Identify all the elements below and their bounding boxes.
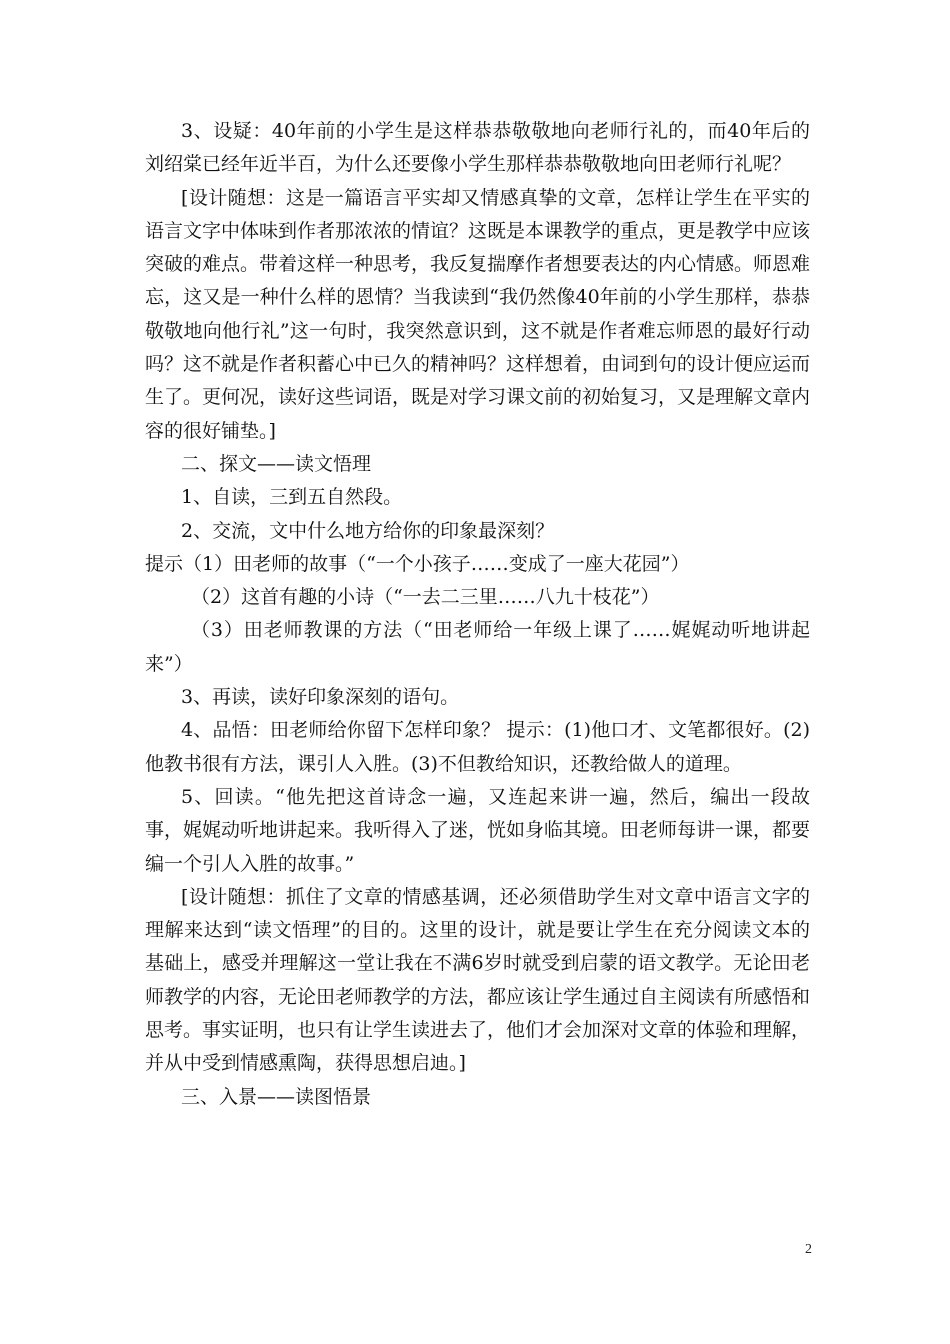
paragraph-question: 3、设疑：40年前的小学生是这样恭恭敬敬地向老师行礼的，而40年后的刘绍棠已经年近半百，为什么还要像小学生那样恭恭敬敬地向田老师行礼呢？ [145, 120, 810, 176]
step-5: 5、回读。“他先把这首诗念一遍，又连起来讲一遍，然后，编出一段故事，娓娓动听地讲起来。我听得入了迷，恍如身临其境。田老师每讲一课，都要编一个引人入胜的故事。” [145, 785, 811, 875]
hint-1: 提示（1）田老师的故事（“一个小孩子……变成了一座大花园”） [145, 552, 690, 575]
step-3: 3、再读，读好印象深刻的语句。 [181, 686, 460, 709]
step-4: 4、品悟：田老师给你留下怎样印象？ 提示：(1)他口才、文笔都很好。(2)他教书很有方法，课引人入胜。(3)不但教给知识，还教给做人的道理。 [145, 719, 810, 775]
step-2: 2、交流，文中什么地方给你的印象最深刻？ [181, 519, 555, 542]
paragraph-design-note-1: [设计随想：这是一篇语言平实却又情感真挚的文章，怎样让学生在平实的语言文字中体味到作者那浓浓的情谊？这既是本课教学的重点，更是教学中应该突破的难点。带着这样一种思考，我反复揣摩作者想要表达的内心情感。师恩难忘，这又是一种什么样的恩情？当我读到“我仍然像40年前的小学生那样，恭恭敬敬地向他行礼”这一句时，我突然意识到，这不就是作者难忘师恩的最好行动吗？这不就是作者积蓄心中已久的精神吗？这样想着，由词到句的设计便应运而生了。更何况，读好这些词语，既是对学习课文前的初始复习，又是理解文章内容的很好铺垫。] [145, 186, 811, 442]
step-1: 1、自读，三到五自然段。 [181, 486, 403, 509]
page-number: 2 [805, 1242, 812, 1257]
hint-3: （3）田老师教课的方法（“田老师给一年级上课了……娓娓动听地讲起来”） [145, 619, 810, 675]
section-heading-2: 二、探文——读文悟理 [181, 452, 372, 475]
paragraph-design-note-2: [设计随想：抓住了文章的情感基调，还必须借助学生对文章中语言文字的理解来达到“读文悟理”的目的。这里的设计，就是要让学生在充分阅读文本的基础上，感受并理解这一堂让我在不满6岁时就受到启蒙的语文教学。无论田老师教学的内容，无论田老师教学的方法，都应该让学生通过自主阅读有所感悟和思考。事实证明，也只有让学生读进去了，他们才会加深对文章的体验和理解，并从中受到情感熏陶，获得思想启迪。] [145, 885, 811, 1075]
document-body [145, 115, 810, 1114]
section-heading-3: 三、入景——读图悟景 [181, 1085, 372, 1108]
hint-2: （2）这首有趣的小诗（“一去二三里……八九十枝花”） [191, 586, 660, 609]
